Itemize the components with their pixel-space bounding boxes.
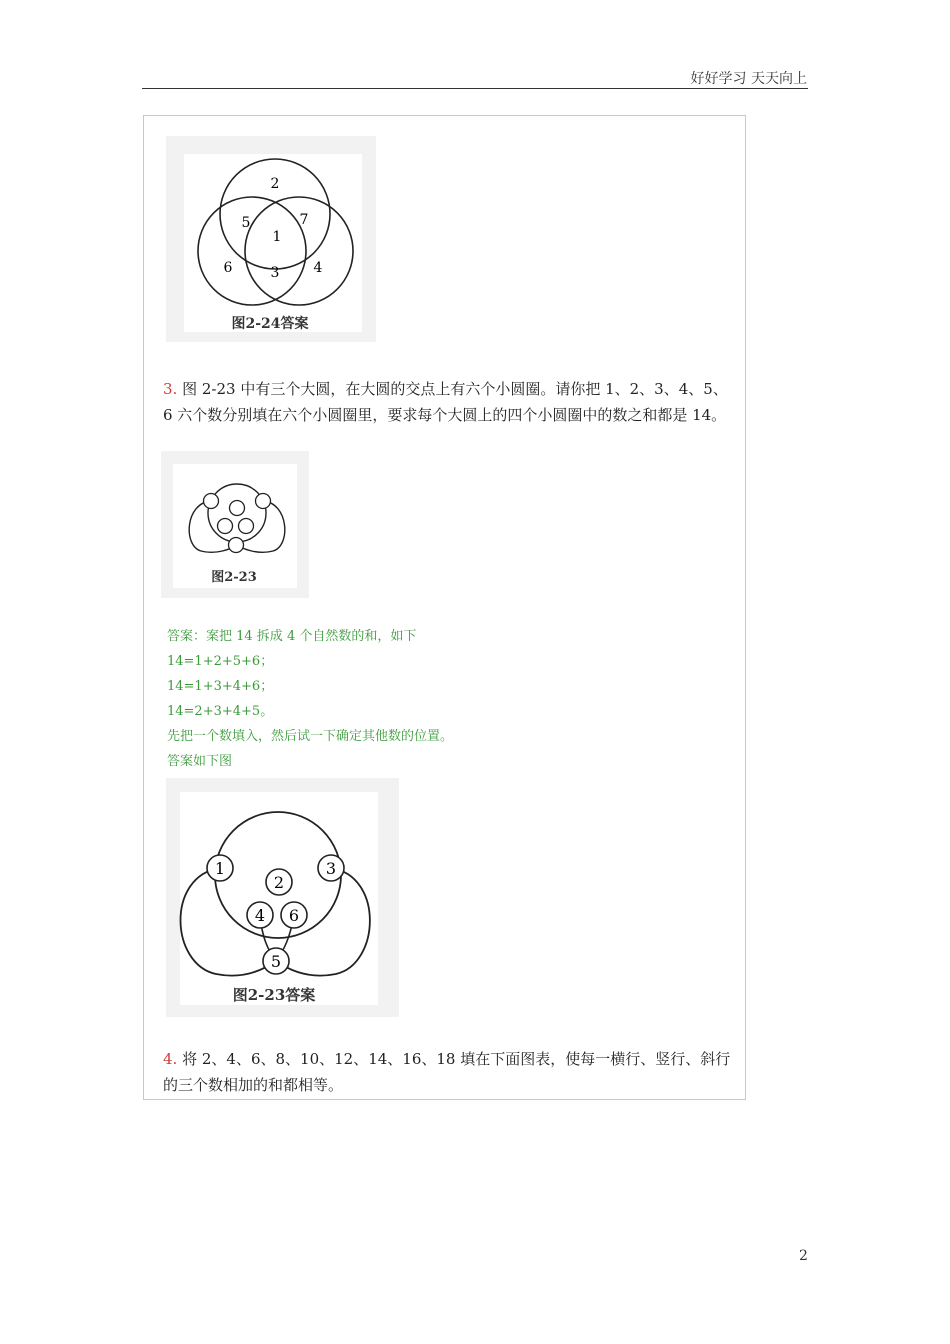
answer-line: 先把一个数填入，然后试一下确定其他数的位置。 [167, 729, 454, 744]
answer-line: 答案：案把 14 拆成 4 个自然数的和，如下 [167, 629, 417, 644]
answer-line: 14=2+3+4+5。 [167, 704, 274, 719]
figure-2-23-answer-diagram [166, 778, 399, 1017]
venn-region-left-top: 5 [241, 215, 251, 231]
question-3 [163, 376, 733, 428]
venn-region-right: 4 [313, 260, 323, 276]
node-mid-left [218, 519, 233, 534]
figure-2-24 [166, 136, 376, 342]
answer-line: 答案如下图 [167, 754, 233, 769]
page-number: 2 [799, 1248, 808, 1264]
question-4-text: 将 2、4、6、8、10、12、14、16、18 填在下面图表，使每一横行、竖行、斜行的三个数相加的和都相等。 [163, 1050, 731, 1094]
figure-2-23-caption: 图2-23 [211, 570, 257, 585]
node-top-center [230, 501, 245, 516]
answer-line: 14=1+2+5+6； [167, 654, 274, 669]
answer-block [167, 624, 727, 774]
figure-2-23-answer-caption: 图2-23答案 [232, 986, 316, 1004]
question-3-number: 3. [163, 380, 178, 398]
node-label-top-center: 2 [273, 873, 285, 892]
venn-region-center: 1 [272, 229, 282, 245]
node-label-mid-right: 6 [288, 906, 300, 925]
header-text: 好好学习 天天向上 [690, 71, 807, 87]
header-rule [142, 88, 808, 89]
node-label-right: 3 [325, 859, 337, 878]
figure-2-23 [161, 451, 309, 598]
venn-region-bottom: 3 [270, 265, 280, 281]
question-4 [163, 1046, 733, 1098]
question-3-text: 图 2-23 中有三个大圆，在大圆的交点上有六个小圆圈。请你把 1、2、3、4、5、6 六个数分别填在六个小圆圈里，要求每个大圆上的四个小圆圈中的数之和都是 14。 [163, 380, 728, 424]
venn-region-right-top: 7 [299, 212, 309, 228]
figure-2-23-diagram [161, 451, 309, 598]
figure-2-24-caption: 图2-24答案 [231, 316, 309, 332]
node-mid-right [239, 519, 254, 534]
venn-circle-left [198, 197, 306, 305]
node-right [256, 494, 271, 509]
venn-region-top: 2 [270, 176, 280, 192]
venn-region-left: 6 [223, 260, 233, 276]
node-label-bottom: 5 [270, 952, 282, 971]
answer-line: 14=1+3+4+6； [167, 679, 274, 694]
node-label-left: 1 [214, 859, 226, 878]
node-bottom [229, 538, 244, 553]
figure-2-24-venn [166, 136, 376, 342]
question-4-number: 4. [163, 1050, 178, 1068]
figure-2-23-answer [166, 778, 399, 1017]
node-label-mid-left: 4 [254, 906, 266, 925]
node-left [204, 494, 219, 509]
